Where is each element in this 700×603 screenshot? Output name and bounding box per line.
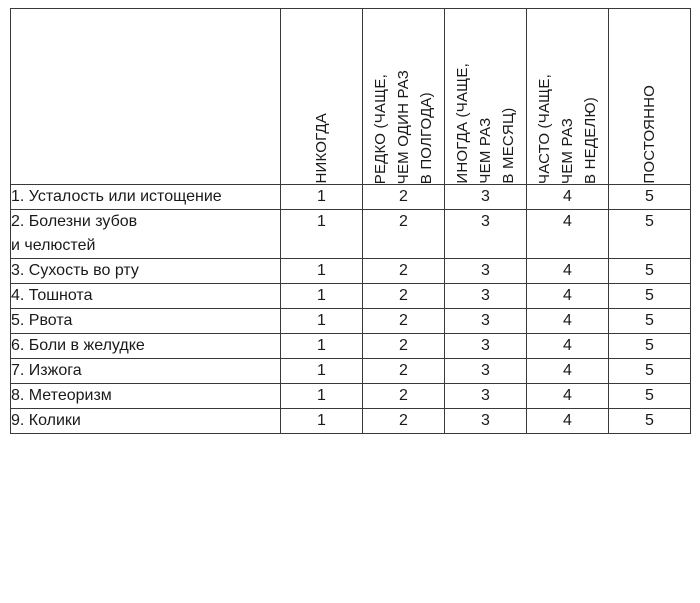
- score-cell: 3: [445, 334, 527, 359]
- header-corner-cell: [11, 9, 281, 185]
- score-cell: 2: [363, 284, 445, 309]
- header-row: [11, 9, 691, 185]
- score-cell: 2: [363, 334, 445, 359]
- score-cell: 5: [609, 210, 691, 259]
- score-cell: 4: [527, 334, 609, 359]
- score-cell: 1: [281, 334, 363, 359]
- score-cell: 5: [609, 409, 691, 434]
- score-cell: 3: [445, 185, 527, 210]
- symptom-label: 4. Тошнота: [11, 284, 281, 309]
- score-cell: 5: [609, 334, 691, 359]
- header-rarely: РЕДКО (ЧАЩЕ, ЧЕМ ОДИН РАЗ В ПОЛГОДА): [363, 9, 445, 185]
- score-cell: 2: [363, 259, 445, 284]
- score-cell: 5: [609, 309, 691, 334]
- score-cell: 2: [363, 309, 445, 334]
- score-cell: 4: [527, 259, 609, 284]
- header-never: НИКОГДА: [281, 9, 363, 185]
- table-row: [11, 284, 691, 309]
- header-constantly: ПОСТОЯННО: [609, 9, 691, 185]
- score-cell: 5: [609, 259, 691, 284]
- symptom-label: 3. Сухость во рту: [11, 259, 281, 284]
- score-cell: 1: [281, 409, 363, 434]
- symptom-label: 5. Рвота: [11, 309, 281, 334]
- score-cell: 1: [281, 359, 363, 384]
- score-cell: 3: [445, 210, 527, 259]
- score-cell: 3: [445, 384, 527, 409]
- symptom-label: 2. Болезни зубов и челюстей: [11, 210, 281, 259]
- table-row: [11, 309, 691, 334]
- table-row: [11, 210, 691, 259]
- score-cell: 1: [281, 384, 363, 409]
- score-cell: 2: [363, 359, 445, 384]
- score-cell: 2: [363, 409, 445, 434]
- score-cell: 3: [445, 409, 527, 434]
- score-cell: 4: [527, 309, 609, 334]
- table-row: [11, 334, 691, 359]
- score-cell: 4: [527, 359, 609, 384]
- score-cell: 3: [445, 359, 527, 384]
- score-cell: 5: [609, 185, 691, 210]
- score-cell: 1: [281, 185, 363, 210]
- score-cell: 4: [527, 185, 609, 210]
- score-cell: 5: [609, 359, 691, 384]
- score-cell: 1: [281, 259, 363, 284]
- score-cell: 2: [363, 384, 445, 409]
- symptom-label: 6. Боли в желудке: [11, 334, 281, 359]
- score-cell: 3: [445, 259, 527, 284]
- score-cell: 5: [609, 284, 691, 309]
- table-row: [11, 409, 691, 434]
- score-cell: 4: [527, 384, 609, 409]
- score-cell: 3: [445, 284, 527, 309]
- header-sometimes: ИНОГДА (ЧАЩЕ, ЧЕМ РАЗ В МЕСЯЦ): [445, 9, 527, 185]
- score-cell: 2: [363, 185, 445, 210]
- score-cell: 3: [445, 309, 527, 334]
- score-cell: 4: [527, 409, 609, 434]
- symptom-label: 9. Колики: [11, 409, 281, 434]
- table-row: [11, 384, 691, 409]
- score-cell: 2: [363, 210, 445, 259]
- score-cell: 5: [609, 384, 691, 409]
- table-row: [11, 185, 691, 210]
- score-cell: 4: [527, 210, 609, 259]
- table-row: [11, 359, 691, 384]
- header-often: ЧАСТО (ЧАЩЕ, ЧЕМ РАЗ В НЕДЕЛЮ): [527, 9, 609, 185]
- score-cell: 1: [281, 210, 363, 259]
- score-cell: 1: [281, 284, 363, 309]
- symptom-label: 1. Усталость или истощение: [11, 185, 281, 210]
- table-row: [11, 259, 691, 284]
- symptom-label: 8. Метеоризм: [11, 384, 281, 409]
- symptom-frequency-table: [10, 8, 691, 434]
- score-cell: 4: [527, 284, 609, 309]
- score-cell: 1: [281, 309, 363, 334]
- symptom-label: 7. Изжога: [11, 359, 281, 384]
